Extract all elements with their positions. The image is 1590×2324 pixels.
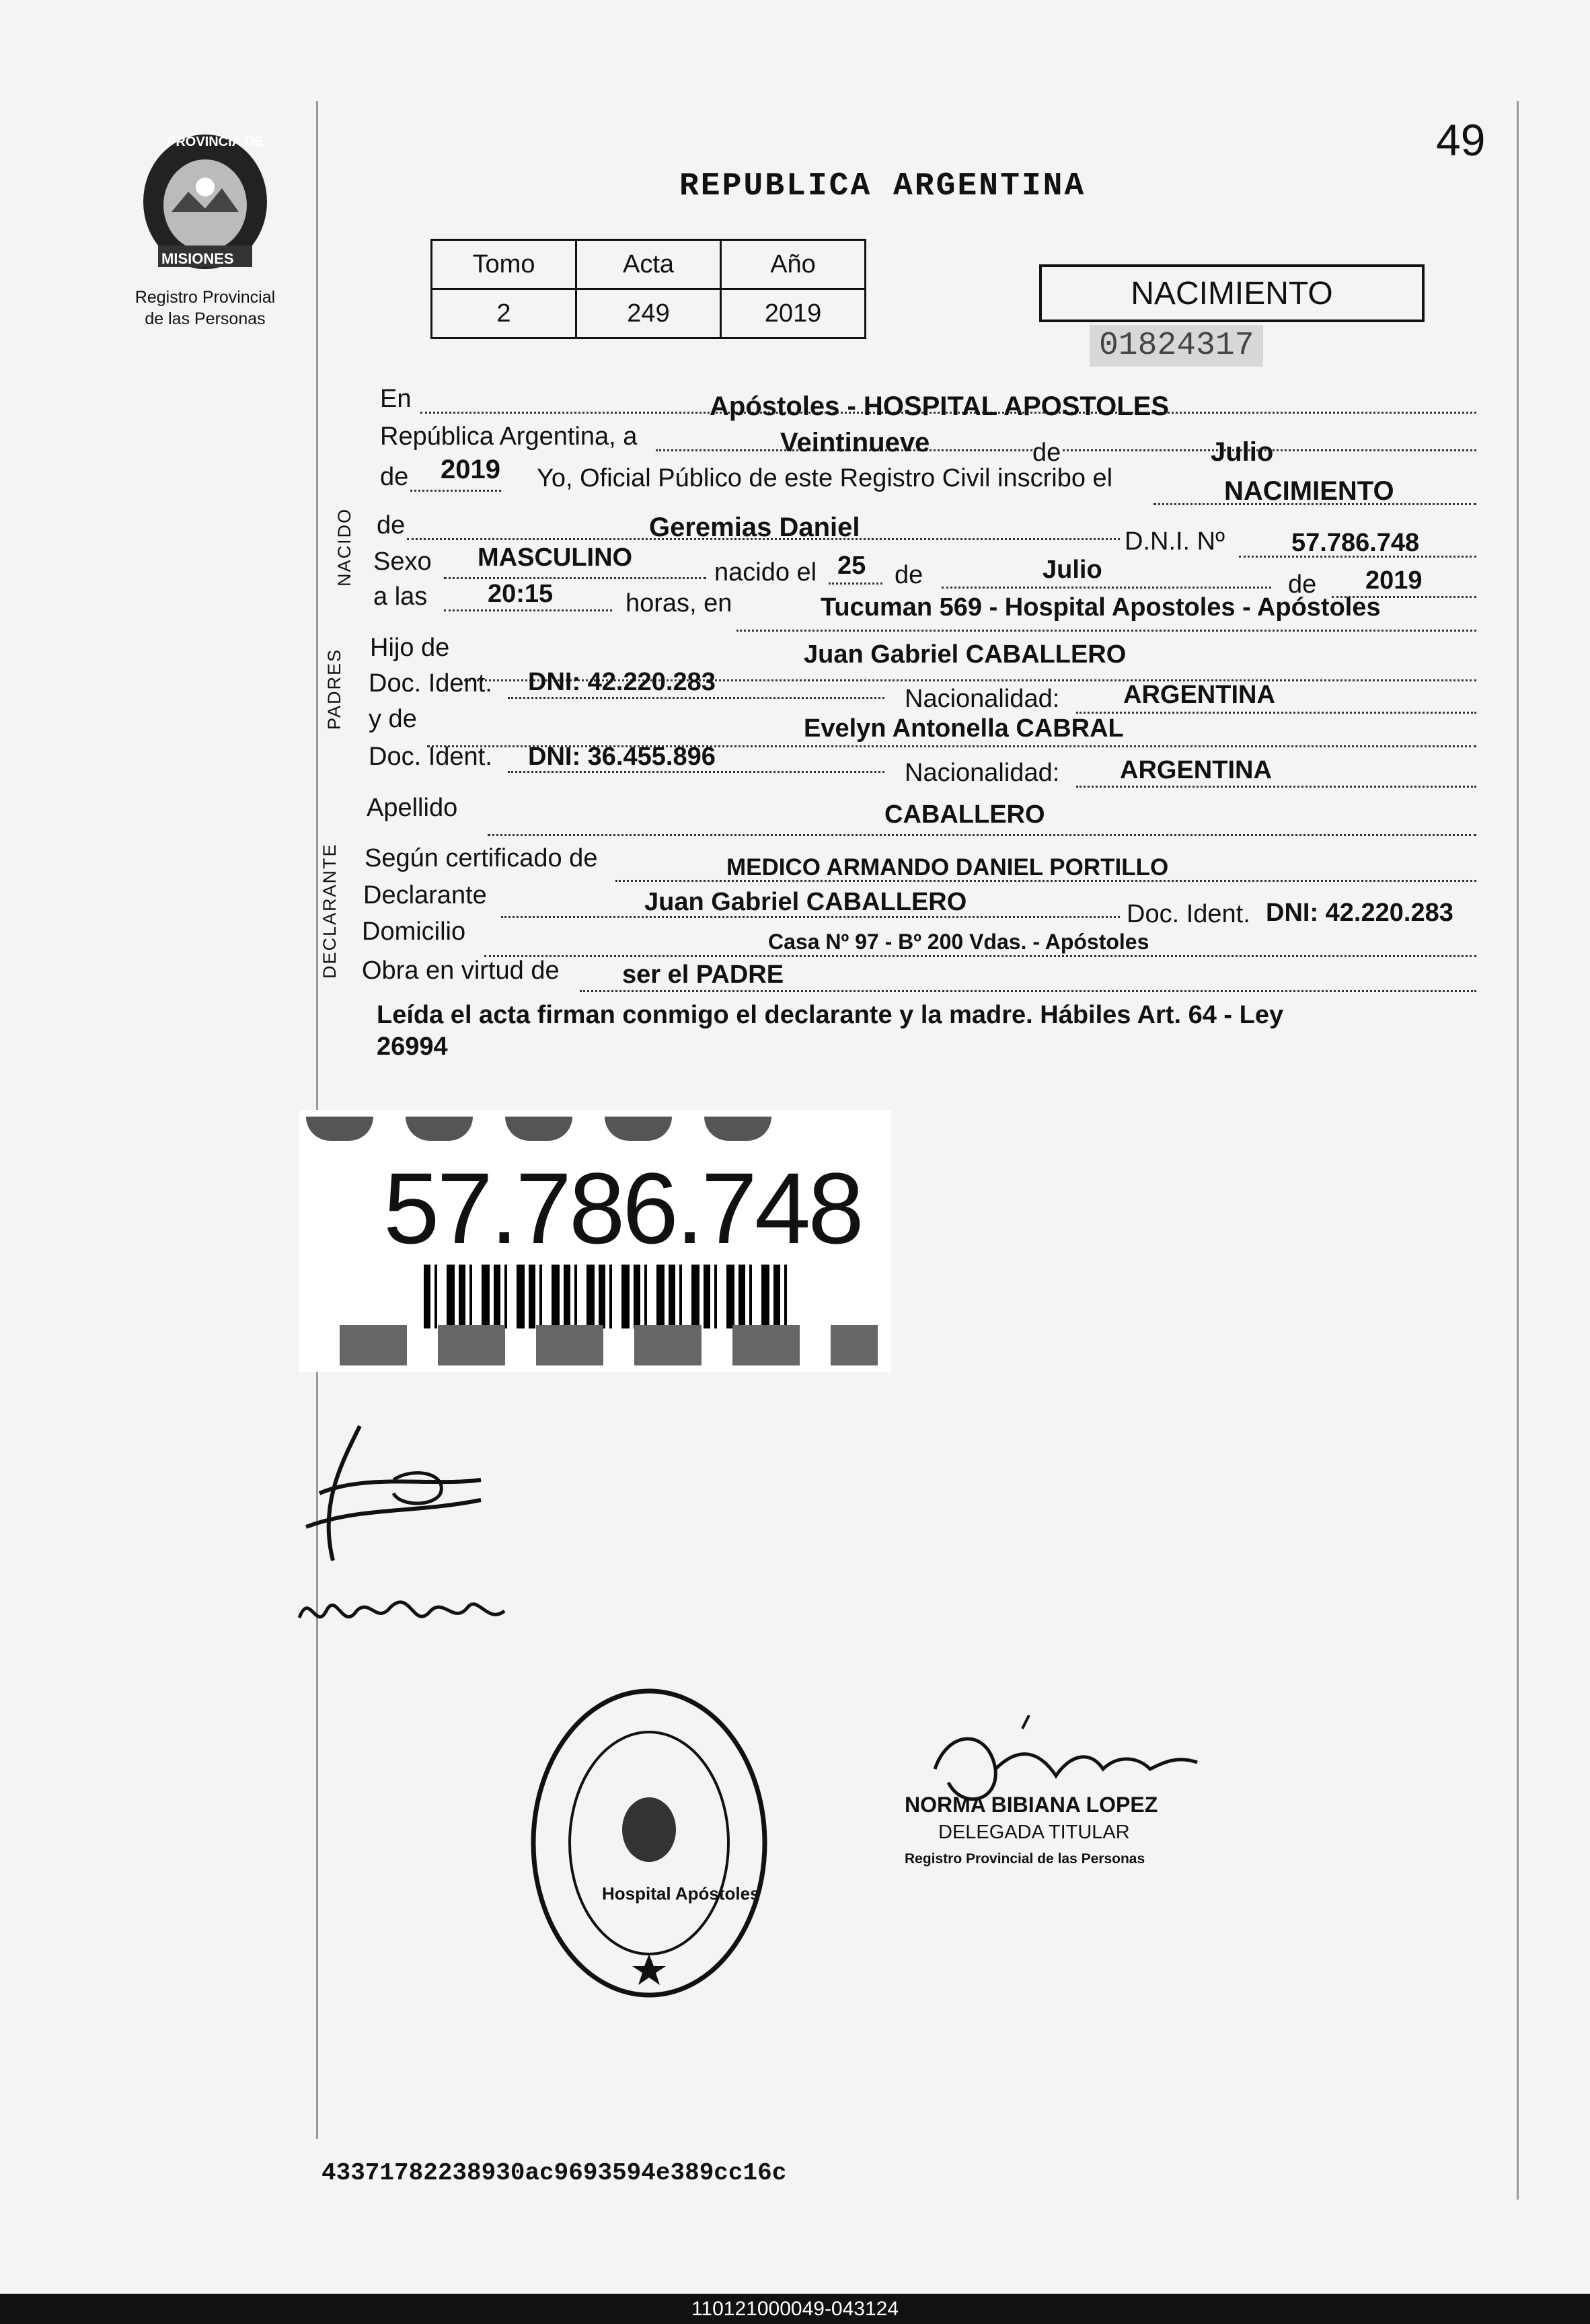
- official-org: Registro Provincial de las Personas: [905, 1851, 1145, 1867]
- child-dni: 57.786.748: [1291, 529, 1420, 557]
- declarante-doc-label: Doc. Ident.: [1127, 900, 1250, 928]
- table-header-acta: Acta: [576, 240, 721, 289]
- oficial-text: Yo, Oficial Público de este Registro Civil inscribo el: [537, 464, 1113, 492]
- official-stamp: [528, 1685, 770, 2001]
- dots: [1076, 786, 1476, 788]
- republica-label: República Argentina, a: [380, 422, 638, 451]
- father-nat-label: Nacionalidad:: [905, 685, 1060, 713]
- dots: [488, 834, 1476, 836]
- record-type-box: [1039, 264, 1425, 322]
- closing-line2: 26994: [377, 1033, 448, 1061]
- dots: [736, 630, 1476, 632]
- footer-code: 110121000049-043124: [691, 2297, 899, 2320]
- barcode: [424, 1265, 787, 1328]
- apellido-value: CABALLERO: [884, 800, 1045, 829]
- dots: [410, 490, 501, 492]
- birth-de-year-label: de: [1288, 570, 1317, 599]
- nacido-de-label: de: [377, 511, 406, 539]
- mother-signature: [296, 1584, 511, 1641]
- official-name: NORMA BIBIANA LOPEZ: [905, 1793, 1158, 1817]
- father-nat: ARGENTINA: [1123, 681, 1275, 709]
- father-doc-label: Doc. Ident.: [369, 669, 492, 698]
- horas-label: horas, en: [626, 589, 732, 617]
- right-margin-line: [1517, 101, 1519, 2200]
- table-value-tomo: 2: [432, 289, 576, 338]
- en-label: En: [380, 385, 412, 413]
- country-title: REPUBLICA ARGENTINA: [679, 168, 1086, 204]
- dots: [580, 990, 1476, 992]
- act-place: Apóstoles - HOSPITAL APOSTOLES: [710, 391, 1170, 421]
- act-day-words: Veintinueve: [780, 428, 930, 457]
- mother-nat-label: Nacionalidad:: [905, 759, 1060, 787]
- registry-line2: de las Personas: [145, 309, 266, 328]
- father-name: Juan Gabriel CABALLERO: [804, 640, 1127, 669]
- declarant-signature: [279, 1413, 508, 1584]
- page-number: 49: [1436, 115, 1486, 165]
- domicilio-label: Domicilio: [362, 917, 466, 946]
- table-header-tomo: Tomo: [432, 240, 576, 289]
- dots: [829, 583, 882, 585]
- logo-banner-text: MISIONES: [161, 250, 234, 267]
- cert-value: MEDICO ARMANDO DANIEL PORTILLO: [726, 854, 1169, 880]
- footer-bar: [0, 2294, 1590, 2324]
- birth-place: Tucuman 569 - Hospital Apostoles - Apóstoles: [821, 593, 1381, 622]
- father-doc: DNI: 42.220.283: [528, 668, 716, 696]
- table-value-acta: 249: [576, 289, 721, 338]
- dots: [444, 609, 612, 611]
- official-role: DELEGADA TITULAR: [938, 1822, 1130, 1843]
- birth-year: 2019: [1365, 566, 1423, 595]
- act-month: Julio: [1211, 437, 1274, 467]
- dots: [484, 955, 1476, 957]
- nacido-side-label: NACIDO: [334, 507, 354, 587]
- sticker-top-marks: [306, 1117, 771, 1141]
- act-year: 2019: [441, 455, 500, 484]
- nacido-el-label: nacido el: [714, 558, 817, 587]
- declarante-side-label: DECLARANTE: [319, 843, 340, 979]
- dots: [444, 577, 706, 579]
- record-type: NACIMIENTO: [1131, 275, 1333, 311]
- dots: [508, 697, 884, 699]
- birth-time: 20:15: [488, 580, 554, 608]
- y-de-label: y de: [369, 705, 417, 733]
- apellido-label: Apellido: [367, 794, 458, 822]
- sexo-label: Sexo: [373, 548, 432, 576]
- mother-nat: ARGENTINA: [1120, 756, 1272, 784]
- declarante-label: Declarante: [363, 881, 487, 909]
- mother-doc-label: Doc. Ident.: [369, 743, 492, 771]
- child-name: Geremias Daniel: [649, 513, 860, 542]
- logo-ring-text: PROVINCIA DE: [167, 135, 264, 149]
- child-sexo: MASCULINO: [478, 543, 633, 572]
- dots: [656, 449, 1476, 451]
- registry-line1: Registro Provincial: [135, 288, 276, 307]
- domicilio-value: Casa Nº 97 - Bº 200 Vdas. - Apóstoles: [768, 930, 1149, 954]
- mother-name: Evelyn Antonella CABRAL: [804, 714, 1124, 743]
- dni-label: D.N.I. Nº: [1125, 527, 1225, 556]
- sticker-dni-number: 57.786.748: [383, 1152, 862, 1265]
- birth-de-label: de: [895, 561, 923, 589]
- document-hash: 43371782238930ac9693594e389cc16c: [321, 2159, 787, 2187]
- table-value-ano: 2019: [721, 289, 866, 338]
- obra-label: Obra en virtud de: [362, 957, 560, 985]
- act-type: NACIMIENTO: [1224, 476, 1394, 506]
- padres-side-label: PADRES: [324, 648, 344, 730]
- hijo-de-label: Hijo de: [370, 634, 450, 662]
- cert-label: Según certificado de: [365, 844, 598, 872]
- mother-doc: DNI: 36.455.896: [528, 743, 716, 771]
- a-las-label: a las: [373, 583, 428, 611]
- stamp-inner-text: Hospital Apóstoles: [602, 1883, 760, 1904]
- act-de-label: de: [1032, 439, 1061, 467]
- record-table: [430, 239, 866, 339]
- closing-line1: Leída el acta firman conmigo el declarante y la madre. Hábiles Art. 64 - Ley: [377, 1001, 1284, 1029]
- obra-value: ser el PADRE: [622, 961, 784, 989]
- serial-number: 01824317: [1090, 325, 1263, 367]
- table-header-ano: Año: [721, 240, 866, 289]
- birth-month: Julio: [1043, 556, 1102, 584]
- declarante-doc: DNI: 42.220.283: [1266, 899, 1453, 927]
- sticker-bottom-marks: [340, 1325, 878, 1365]
- declarante-value: Juan Gabriel CABALLERO: [644, 888, 967, 916]
- birth-day: 25: [837, 552, 866, 580]
- dots: [942, 587, 1271, 589]
- dni-sticker: [299, 1110, 891, 1372]
- dots: [1076, 712, 1476, 714]
- act-de-label2: de: [380, 463, 409, 491]
